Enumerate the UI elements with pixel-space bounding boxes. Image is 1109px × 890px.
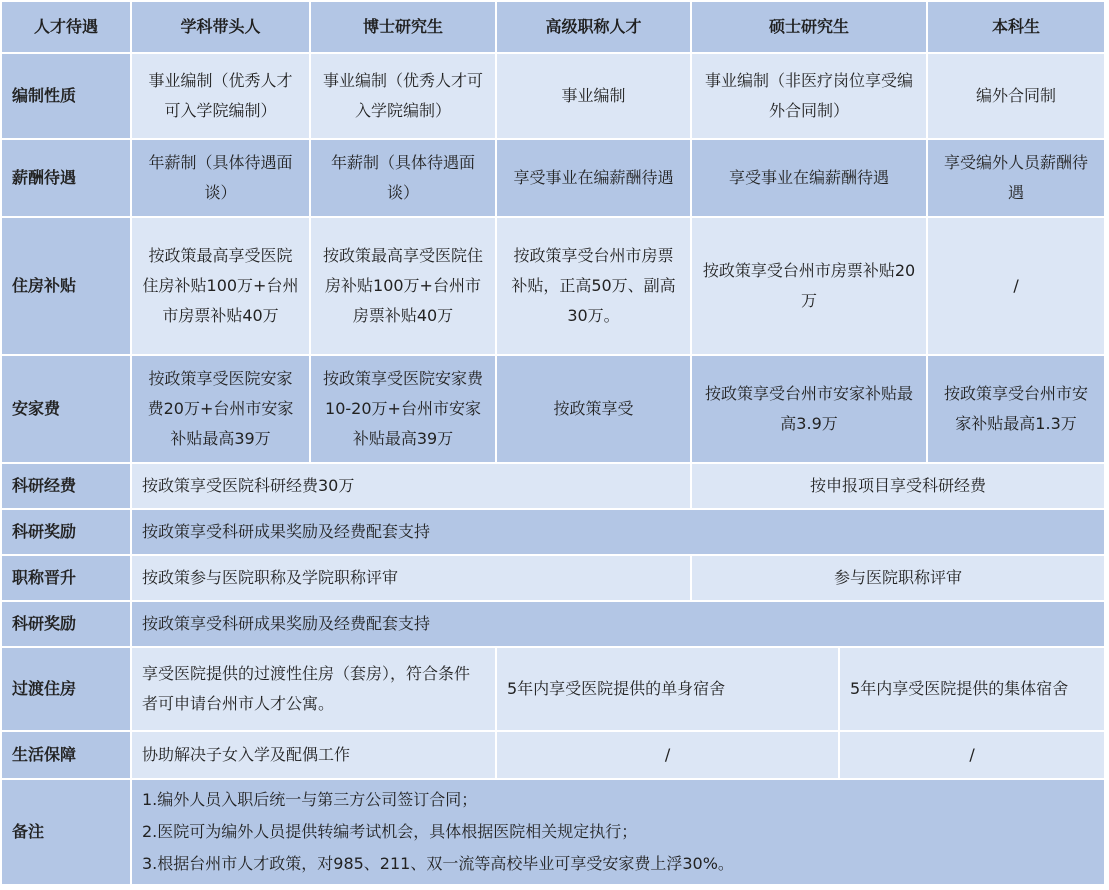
table-row bbox=[1, 463, 1105, 509]
table-row bbox=[1, 139, 1105, 217]
table-row bbox=[1, 509, 1105, 555]
table-cell: 按政策享受科研成果奖励及经费配套支持 bbox=[131, 601, 1105, 647]
table-row bbox=[1, 355, 1105, 463]
table-cell: 按政策享受台州市安家补贴最高1.3万 bbox=[927, 355, 1105, 463]
header-cell: 硕士研究生 bbox=[691, 1, 927, 53]
header-cell: 博士研究生 bbox=[310, 1, 496, 53]
table-cell: 协助解决子女入学及配偶工作 bbox=[131, 731, 496, 779]
header-cell: 学科带头人 bbox=[131, 1, 310, 53]
row-label: 备注 bbox=[1, 779, 131, 885]
table-cell: 按政策享受台州市房票补贴，正高50万、副高30万。 bbox=[496, 217, 691, 355]
table-cell: 享受事业在编薪酬待遇 bbox=[691, 139, 927, 217]
note-line: 2.医院可为编外人员提供转编考试机会，具体根据医院相关规定执行； bbox=[142, 822, 638, 841]
table-cell: 事业编制（优秀人才可入学院编制） bbox=[310, 53, 496, 139]
table-cell: 按政策享受医院科研经费30万 bbox=[131, 463, 691, 509]
table-cell: / bbox=[927, 217, 1105, 355]
table-row bbox=[1, 647, 1105, 731]
table-cell: 按政策享受科研成果奖励及经费配套支持 bbox=[131, 509, 1105, 555]
table-row bbox=[1, 555, 1105, 601]
table-cell: 年薪制（具体待遇面谈） bbox=[131, 139, 310, 217]
table-cell: 5年内享受医院提供的集体宿舍 bbox=[839, 647, 1105, 731]
row-label: 职称晋升 bbox=[1, 555, 131, 601]
note-line: 3.根据台州市人才政策，对985、211、双一流等高校毕业可享受安家费上浮30%。 bbox=[142, 854, 734, 873]
table-cell: 按政策最高享受医院住房补贴100万+台州市房票补贴40万 bbox=[131, 217, 310, 355]
table-cell: 编外合同制 bbox=[927, 53, 1105, 139]
table-cell: 5年内享受医院提供的单身宿舍 bbox=[496, 647, 839, 731]
table-cell: 按政策享受医院安家费20万+台州市安家补贴最高39万 bbox=[131, 355, 310, 463]
table-cell: 按申报项目享受科研经费 bbox=[691, 463, 1105, 509]
table-cell: 按政策参与医院职称及学院职称评审 bbox=[131, 555, 691, 601]
row-label: 生活保障 bbox=[1, 731, 131, 779]
row-label: 安家费 bbox=[1, 355, 131, 463]
header-cell: 本科生 bbox=[927, 1, 1105, 53]
table-cell: 年薪制（具体待遇面谈） bbox=[310, 139, 496, 217]
row-label: 编制性质 bbox=[1, 53, 131, 139]
table-cell: 事业编制 bbox=[496, 53, 691, 139]
table-cell: 按政策享受台州市安家补贴最高3.9万 bbox=[691, 355, 927, 463]
row-label: 过渡住房 bbox=[1, 647, 131, 731]
table-cell: 事业编制（优秀人才可入学院编制） bbox=[131, 53, 310, 139]
table-row bbox=[1, 779, 1105, 885]
table-cell: 按政策享受 bbox=[496, 355, 691, 463]
row-label: 科研经费 bbox=[1, 463, 131, 509]
row-label: 住房补贴 bbox=[1, 217, 131, 355]
table-cell: 享受事业在编薪酬待遇 bbox=[496, 139, 691, 217]
table-row bbox=[1, 601, 1105, 647]
table-cell: 享受编外人员薪酬待遇 bbox=[927, 139, 1105, 217]
table-cell: 按政策最高享受医院住房补贴100万+台州市房票补贴40万 bbox=[310, 217, 496, 355]
row-label: 科研奖励 bbox=[1, 509, 131, 555]
header-cell: 高级职称人才 bbox=[496, 1, 691, 53]
table-cell: / bbox=[839, 731, 1105, 779]
table-cell: 按政策享受台州市房票补贴20万 bbox=[691, 217, 927, 355]
header-row bbox=[1, 1, 1105, 53]
table-cell: 享受医院提供的过渡性住房（套房），符合条件者可申请台州市人才公寓。 bbox=[131, 647, 496, 731]
note-line: 1.编外人员入职后统一与第三方公司签订合同； bbox=[142, 790, 478, 809]
row-label: 科研奖励 bbox=[1, 601, 131, 647]
header-cell: 人才待遇 bbox=[1, 1, 131, 53]
table-row bbox=[1, 53, 1105, 139]
row-label: 薪酬待遇 bbox=[1, 139, 131, 217]
notes-cell bbox=[131, 779, 1105, 885]
table-row bbox=[1, 731, 1105, 779]
table-row bbox=[1, 217, 1105, 355]
table-cell: / bbox=[496, 731, 839, 779]
table-cell: 按政策享受医院安家费10-20万+台州市安家补贴最高39万 bbox=[310, 355, 496, 463]
table-cell: 参与医院职称评审 bbox=[691, 555, 1105, 601]
table-cell: 事业编制（非医疗岗位享受编外合同制） bbox=[691, 53, 927, 139]
